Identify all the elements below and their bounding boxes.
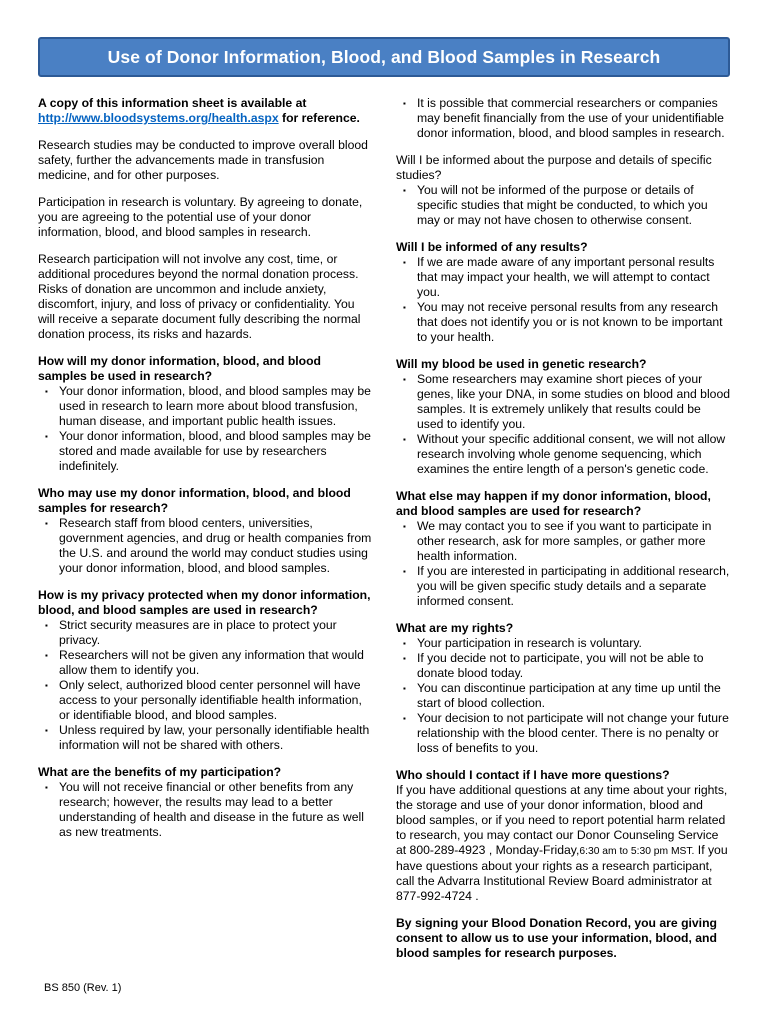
- section-what-else: [396, 489, 730, 609]
- intro-paragraph: [38, 96, 372, 126]
- bullet-icon: ▪: [45, 651, 48, 660]
- contact-hours-text: 6:30 am to 5:30 pm MST.: [579, 846, 695, 857]
- bullet-item: [38, 780, 372, 840]
- bullet-item: [396, 564, 730, 609]
- bullet-icon: ▪: [403, 186, 406, 195]
- intro-prefix-text: A copy of this information sheet is available at: [38, 96, 307, 110]
- contact-paragraph: [396, 783, 730, 904]
- bullet-text: Your donor information, blood, and blood samples may be stored and made available for use by researchers indefinitely.: [59, 429, 371, 473]
- contact-text: If you have additional questions at any time about your rights, the storage and use of your donor information, blood and blood samples, or if you need to report potential harm related to research, you may contact our Donor Counseling Service at 800-289-4923 , Monday-Friday,: [396, 783, 728, 857]
- bullet-icon: ▪: [45, 432, 48, 441]
- bullet-text: If you decide not to participate, you will not be able to donate blood today.: [417, 651, 704, 680]
- bullet-text: Your participation in research is voluntary.: [417, 636, 642, 650]
- section-heading: Who may use my donor information, blood, and blood samples for research?: [38, 486, 351, 515]
- bullet-icon: ▪: [403, 303, 406, 312]
- section-heading: Will I be informed about the purpose and details of specific studies?: [396, 153, 712, 182]
- bullet-item: [38, 678, 372, 723]
- bullet-icon: ▪: [45, 726, 48, 735]
- bullet-text: Research staff from blood centers, universities, government agencies, and drug or health companies from the U.S. and around the world may conduct studies using your donor information, blood, and blood samples.: [59, 516, 372, 575]
- section-how-used: [38, 354, 372, 474]
- section-privacy: [38, 588, 372, 753]
- bullet-icon: ▪: [45, 681, 48, 690]
- section-heading: Will my blood be used in genetic research?: [396, 357, 647, 371]
- bullet-item: [396, 255, 730, 300]
- closing-consent-paragraph: By signing your Blood Donation Record, you are giving consent to allow us to use your information, blood, and blood samples for research purposes.: [396, 915, 717, 960]
- page-title: Use of Donor Information, Blood, and Blood Samples in Research: [107, 46, 661, 67]
- bullet-icon: ▪: [403, 567, 406, 576]
- section-rights: [396, 621, 730, 756]
- bullet-text: Without your specific additional consent, we will not allow research involving whole genome sequencing, which examines the entire length of a person's genetic code.: [417, 432, 726, 476]
- bullet-item: [38, 618, 372, 648]
- bullet-icon: ▪: [45, 387, 48, 396]
- contact-text: If you have questions about your rights as a research participant, call the Advarra Institutional Review Board administrator at 877-992-4724 .: [396, 843, 728, 903]
- bullet-icon: ▪: [45, 621, 48, 630]
- bullet-icon: ▪: [403, 639, 406, 648]
- paragraph-research-studies: Research studies may be conducted to improve overall blood safety, further the advancements made in transfusion medicine, and for other purposes.: [38, 138, 368, 182]
- bullet-icon: ▪: [403, 684, 406, 693]
- bullet-text: Researchers will not be given any information that would allow them to identify you.: [59, 648, 364, 677]
- bullet-item: [396, 519, 730, 564]
- bullet-icon: ▪: [403, 99, 406, 108]
- bullet-text: We may contact you to see if you want to participate in other research, ask for more samples, or gather more health information.: [417, 519, 712, 563]
- bullet-icon: ▪: [403, 375, 406, 384]
- two-column-layout: [38, 96, 730, 973]
- section-heading: Will I be informed of any results?: [396, 240, 588, 254]
- section-heading: How is my privacy protected when my donor information, blood, and blood samples are used in research?: [38, 588, 371, 617]
- section-benefits: [38, 765, 372, 840]
- section-heading: Who should I contact if I have more questions?: [396, 768, 670, 782]
- section-heading: What else may happen if my donor information, blood, and blood samples are used for research?: [396, 489, 711, 518]
- bullet-text: Strict security measures are in place to protect your privacy.: [59, 618, 337, 647]
- doc-number: BS 850 (Rev. 1): [44, 982, 122, 994]
- bullet-text: Your decision to not participate will not change your future relationship with the blood center. There is no penalty or loss of benefits to you.: [417, 711, 729, 755]
- bullet-text: If you are interested in participating in additional research, you will be given specific study details and a separate informed consent.: [417, 564, 730, 608]
- bullet-text: If we are made aware of any important personal results that may impact your health, we will attempt to contact you.: [417, 255, 715, 299]
- section-heading: How will my donor information, blood, and blood samples be used in research?: [38, 354, 321, 383]
- bullet-item: [396, 96, 730, 141]
- intro-suffix-text: for reference.: [278, 111, 360, 125]
- bullet-text: You will not be informed of the purpose or details of specific studies that might be conducted, to which you may or may not have chosen to otherwise consent.: [417, 183, 708, 227]
- bullet-icon: ▪: [403, 654, 406, 663]
- bullet-text: Unless required by law, your personally identifiable health information will not be shared with others.: [59, 723, 370, 752]
- section-who-may-use: [38, 486, 372, 576]
- bloodsystems-link[interactable]: http://www.bloodsystems.org/health.aspx: [38, 111, 279, 125]
- bullet-item: [396, 372, 730, 432]
- bullet-item: [396, 681, 730, 711]
- right-column: [396, 96, 730, 973]
- section-contact: [396, 768, 730, 904]
- title-banner: [38, 37, 730, 77]
- paragraph-risks: Research participation will not involve any cost, time, or additional procedures beyond the normal donation process. Risks of donation are uncommon and include anxiety, discomfort, injury, and loss of privacy or confidentiality. You will receive a separate document fully describing the normal donation process, its risks and hazards.: [38, 252, 361, 341]
- section-heading: What are the benefits of my participation?: [38, 765, 282, 779]
- bullet-icon: ▪: [403, 258, 406, 267]
- bullet-item: [396, 432, 730, 477]
- bullet-item: [38, 429, 372, 474]
- bullet-item: [396, 300, 730, 345]
- bullet-text: Only select, authorized blood center personnel will have access to your personally identifiable health information, or identifiable blood, and blood samples.: [59, 678, 362, 722]
- bullet-text: It is possible that commercial researchers or companies may benefit financially from the use of your unidentifiable donor information, blood, and blood samples in research.: [417, 96, 725, 140]
- bullet-icon: ▪: [403, 435, 406, 444]
- bullet-item: [396, 183, 730, 228]
- paragraph-participation-voluntary: Participation in research is voluntary. By agreeing to donate, you are agreeing to the potential use of your donor information, blood, and blood samples in research.: [38, 195, 363, 239]
- bullet-text: You may not receive personal results from any research that does not identify you or is not known to be important to your health.: [417, 300, 723, 344]
- bullet-item: [38, 384, 372, 429]
- bullet-icon: ▪: [45, 519, 48, 528]
- bullet-icon: ▪: [403, 714, 406, 723]
- section-informed-purpose: [396, 153, 730, 228]
- bullet-item: [396, 711, 730, 756]
- section-informed-results: [396, 240, 730, 345]
- bullet-icon: ▪: [45, 783, 48, 792]
- bullet-icon: ▪: [403, 522, 406, 531]
- left-column: [38, 96, 372, 973]
- bullet-text: You will not receive financial or other benefits from any research; however, the results may lead to a better understanding of health and disease in the future as well as new treatments.: [59, 780, 364, 839]
- section-heading: What are my rights?: [396, 621, 514, 635]
- bullet-text: You can discontinue participation at any time up until the start of blood collection.: [417, 681, 721, 710]
- bullet-item: [38, 723, 372, 753]
- section-genetic-research: [396, 357, 730, 477]
- section-benefits-continued: [396, 96, 730, 141]
- bullet-item: [38, 516, 372, 576]
- bullet-item: [38, 648, 372, 678]
- bullet-item: [396, 651, 730, 681]
- bullet-text: Your donor information, blood, and blood samples may be used in research to learn more about blood transfusion, human disease, and important public health issues.: [59, 384, 371, 428]
- bullet-text: Some researchers may examine short pieces of your genes, like your DNA, in some studies on blood and blood samples. It is extremely unlikely that results could be used to identify you.: [417, 372, 731, 431]
- bullet-item: [396, 636, 730, 651]
